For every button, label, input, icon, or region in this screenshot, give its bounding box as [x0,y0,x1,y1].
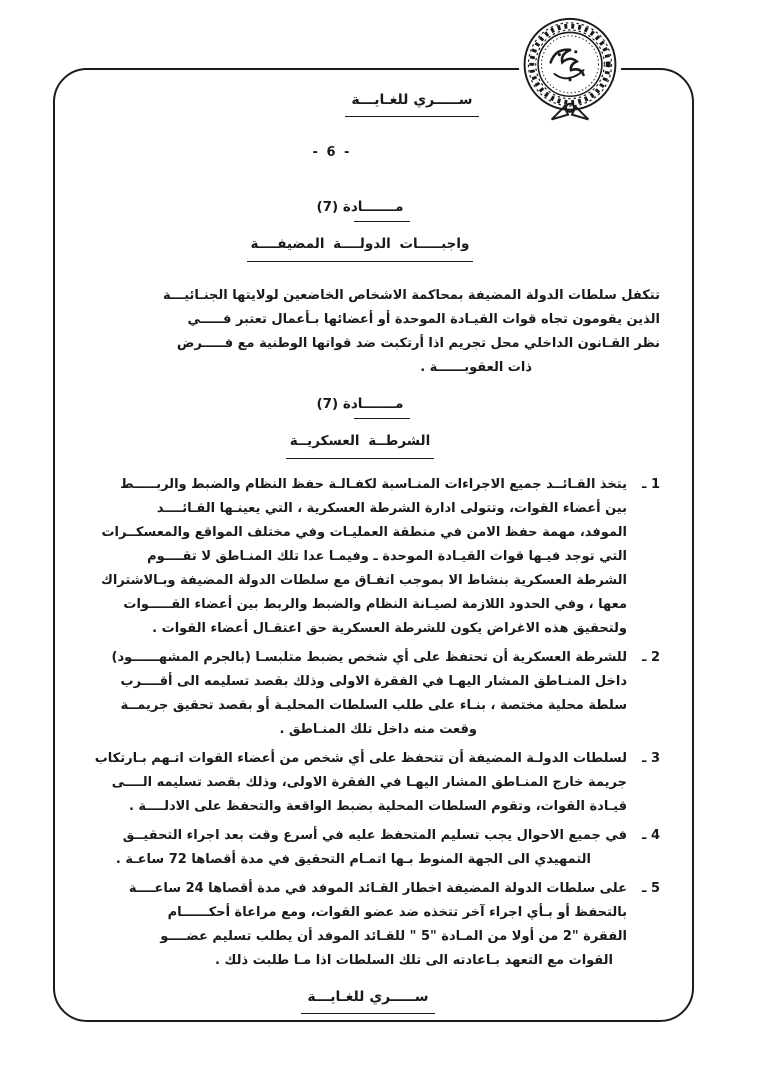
clause-line: الشرطة العسكرية بنشاط الا بموجب اتفـاق مع سلطات الدولة المضيفة وبـالاشتراك [100,573,627,588]
clause-line: داخل المنـاطق المشار اليهـا في الفقرة الاولى وذلك بقصد تسليمه الى أقــــرب [120,674,627,689]
clause-4 [60,824,660,872]
host-state-paragraph [60,284,660,380]
clause-line: في جميع الاحوال يجب تسليم المتحفظ عليه في أسرع وقت بعد اجراء التحقيــق [122,828,627,843]
host-state-obligations-heading-text: واجبـــــات الدولــــة المضيفــــة [247,232,474,262]
clause-line: وقعت منه داخل تلك المنـاطق . [279,722,477,737]
clause-line: بين أعضاء القوات، وتتولى ادارة الشرطة العسكرية ، التي يعينـها القـائــــد [156,501,627,516]
clause-line: الفقرة "2 من أولا من المـادة "5 " للقـائد الموفد أن يطلب تسليم عضــــو [160,929,627,944]
clause-3-number: 3 ـ [641,751,660,766]
clause-line: يتخذ القـائــد جميع الاجراءات المنـاسبة لكفـالـة حفظ النظام والضبط والربـــــط [120,477,627,492]
clause-1 [60,473,660,641]
paragraph-line: ذات العقوبــــــة . [420,360,532,375]
clause-1-text [60,473,627,641]
clause-2 [60,646,660,742]
clause-1-number: 1 ـ [641,477,660,492]
paragraph-line: الذين يقومون تجاه قوات القيـادة الموحدة أو أعضائها بـأعمال تعتبر فـــــي [187,312,660,327]
clause-4-text [60,824,627,872]
military-police-heading-text: الشرطــة العسكريــة [286,429,434,459]
clause-4-number: 4 ـ [641,828,660,843]
clause-5-text [60,877,627,973]
article-7-title: مـــــــادة (7) [316,199,404,215]
clause-2-text [60,646,627,742]
article-7-military-title-underline [354,418,410,419]
military-police-heading [60,429,660,459]
classification-footer-text: ســـــري للغـايـــة [301,985,434,1014]
classification-footer [60,985,660,1014]
clause-2-number: 2 ـ [641,650,660,665]
clause-line: معها ، وفي الحدود اللازمة لصيـانة النظام والضبط والربط بين أعضاء القـــــوات [123,597,627,612]
clause-line: قيـادة القوات، وتقوم السلطات المحلية بضبط الواقعة والتحفظ على الادلــــة . [128,799,627,814]
clause-line: بالتحفظ أو بـأي اجراء آخر تتخذه ضد عضو القوات، ومع مراعاة أحكــــــام [167,905,627,920]
numbered-clauses [60,473,660,973]
clause-line: ولتحقيق هذه الاغراض يكون للشرطة العسكرية حق اعتقـال أعضاء القوات . [152,621,627,636]
paragraph-line: نظر القـانون الداخلي محل تجريم اذا أرتكبت ضد قواتها الوطنية مع فـــــرض [176,336,660,351]
clause-line: القوات مع التعهد بـاعادته الى تلك السلطات اذا مـا طلبت ذلك . [215,953,613,968]
clause-line: على سلطات الدولة المضيفة اخطار القـائد الموفد في مدة أقصاها 24 ساعــــة [128,881,627,896]
clause-line: التي توجد فيـها قوات القيـادة الموحدة ـ وفيمـا عدا تلك المنـاطق لا تقــــوم [147,549,627,564]
clause-3-text [60,747,627,819]
clause-line: للشرطة العسكرية أن تحتفظ على أي شخص يضبط متلبسـا (بالجرم المشهــــــود) [111,650,627,665]
classification-header: ســـــري للغـايـــة [345,88,478,117]
host-state-obligations-heading [60,232,660,262]
article-7-military-title: مـــــــادة (7) [316,396,404,412]
paragraph-line: تتكفل سلطات الدولة المضيفة بمحاكمة الاشخاص الخاضعين لولايتها الجنـائيـــة [163,288,660,303]
page-number: - 6 - [312,145,352,160]
clause-line: سلطة محلية مختصة ، بنـاء على طلب السلطات المحليـة أو بقصد تحقيق جريمــة [120,698,627,713]
document-body [60,88,660,1014]
clause-5 [60,877,660,973]
clause-5-number: 5 ـ [641,881,660,896]
clause-line: الموفد، مهمة حفظ الامن في منطقة العمليـات وفي مختلف المواقع والمعسكــرات [101,525,627,540]
clause-line: جريمة خارج المنـاطق المشار اليهـا في الفقرة الاولى، وذلك بقصد تسليمه الــــى [111,775,627,790]
article-7-title-underline [354,221,410,222]
clause-line: التمهيدي الى الجهة المنوط بـها اتمـام التحقيق في مدة أقصاها 72 ساعـة . [115,852,591,867]
clause-line: لسلطات الدولـة المضيفة أن تتحفظ على أي شخص من أعضاء القوات اتـهم بـارتكاب [94,751,627,766]
clause-3 [60,747,660,819]
